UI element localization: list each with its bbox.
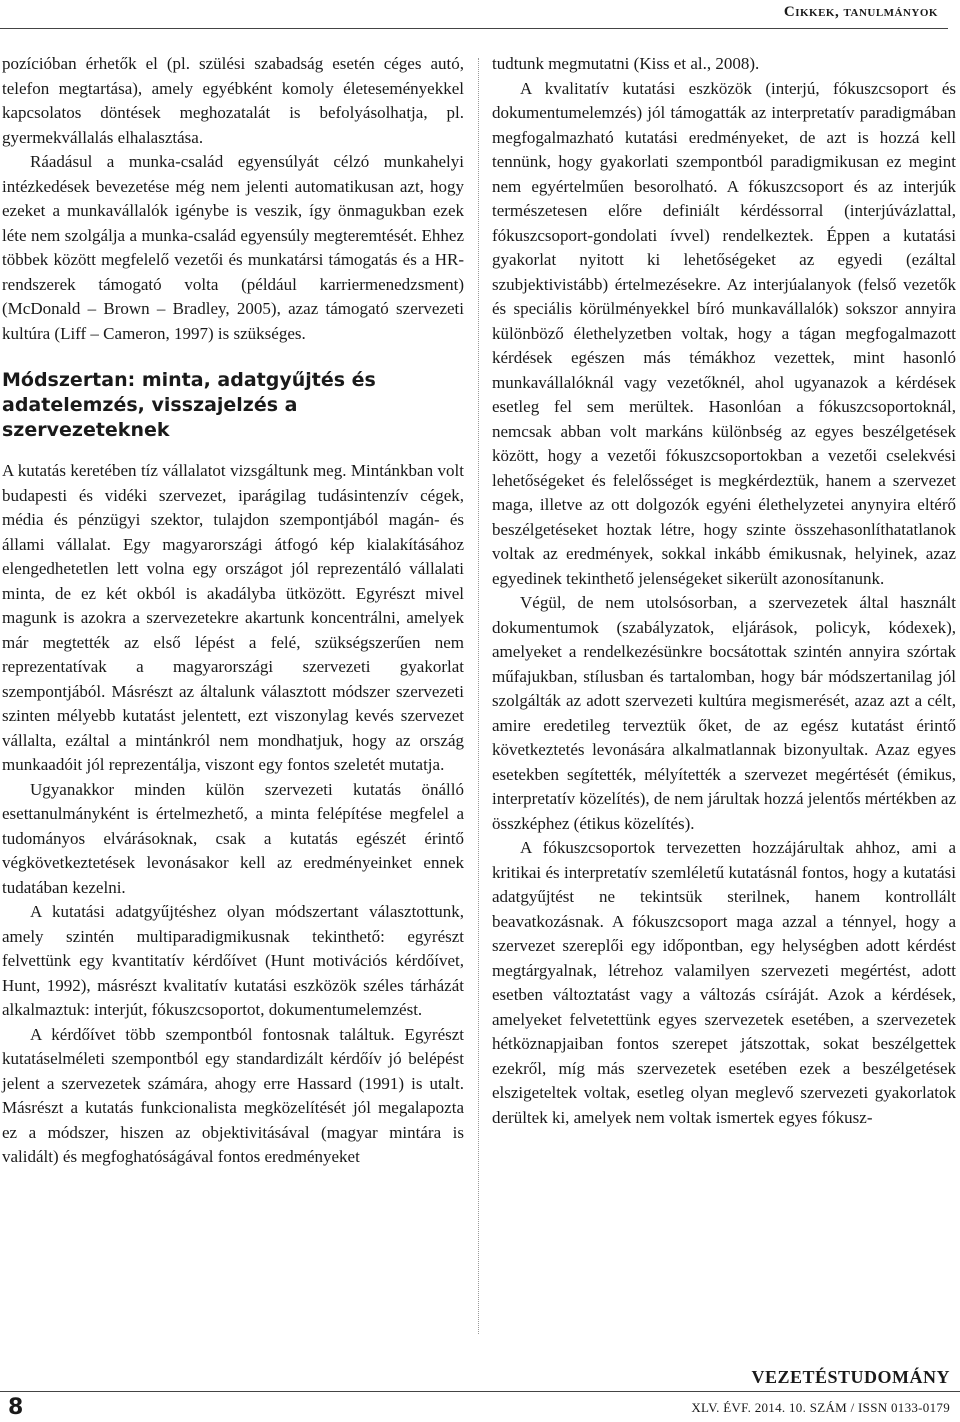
paragraph: A fókuszcsoportok tervezetten hozzájárultak ahhoz, ami a kritikai és interpretatív szemléletű kutatásnál fontos, hogy a kutatási adatgyűjtést ne tekintsük sterilnek, hanem kontrollált beavatkozásnak. A fókuszcsoport maga azzal a ténnyel, hogy a szervezet szereplői egy időpontban, egy helységben adott kérdést megtárgyalnak, létrehoz valamilyen szervezeti megértést, adott esetben változtatást vagy a változás csíráját. Azok a kérdések, amelyeket felvetettünk egyes szervezetek esetében, a szervezetek hétköznapjaiban fontos szerepet játszottak, sokat beszélgettek ezekről, míg más szervezetek esetében ezek a beszélgetések elszigeteltek voltak, esetleg olyan meglevő szervezeti gyakorlatok derültek ki, amelyek nem voltak ismertek egyes fókusz- bbox=[492, 838, 956, 1127]
paragraph: tudtunk megmutatni (Kiss et al., 2008). bbox=[492, 54, 760, 73]
page-number: 8 bbox=[8, 1395, 24, 1420]
left-column bbox=[2, 52, 464, 1170]
paragraph: pozícióban érhetők el (pl. szülési szabadság esetén céges autó, telefon megtartása), amely egyébként komoly életeseményekkel kapcsolatos döntések meghozatalát is befolyásolhatja, pl. gyermekvállalás elhalasztása. bbox=[2, 54, 464, 147]
page-footer bbox=[0, 1332, 960, 1422]
paragraph: A kvalitatív kutatási eszközök (interjú, fókuszcsoport és dokumentumelemzés) jól támogatták az interpretatív paradigmában megfogalmazható kutatási eredményeket, de azt is hozzá kell tennünk, hogy gyakorlati szempontból paradigmikusan ez megint nem egyértelműen besorolható. A fókuszcsoport és az interjúk természetesen előre definiált kérdéssorral (interjúvázlattal, fókuszcsoport-gondolati ívvel) rendelkeztek. Éppen a kutatási gyakorlat nyitott ki lehetőségeket az egyedi (ezáltal szubjektivistább) értelmezésekre. Az interjúalanyok (felső vezetők és speciális körülményekkel bíró munkavállalók) sokszor annyira különböző élethelyzetben voltak, hogy a tágan megfogalmazott kérdések egészen más témákhoz vezettek, mint hasonló munkavállalóknál vagy vezetőknél, ahol ugyanazok a kérdések esetleg fel sem merültek. Hasonlóan a fókuszcsoportoknál, nemcsak abban volt markáns különbség az egyes beszélgetések között, hogy a vezetői fókuszcsoportokban a vezetői cselekvési lehetőségeket és felelősséget is megkérdeztük, hanem a szervezet maga, illetve az ott dolgozók egyéni élethelyzetei anynyira eltérő beszélgetéseket hoztak létre, hogy szinte összehasonlíthatatlanok voltak az eredmények, sokkal inkább émikusnak, helyinek, azaz egyedinek tekinthető jelenségeket sikerült azonosítanunk. bbox=[492, 78, 956, 588]
paragraph: Ugyanakkor minden külön szervezeti kutatás önálló esettanulmányként is értelmezhető, a minta felépítése megfelel a tudományos elvárásoknak, csak a kutatás egészét érintő végkövetkeztetések levonásakor kell az eredményeinket ennek tudatában kezelni. bbox=[2, 779, 464, 897]
paragraph: Ráadásul a munka-család egyensúlyát célzó munkahelyi intézkedések bevezetése még nem jelenti automatikusan azt, hogy ezeket a munkavállalók igénybe is veszik, így önmagukban ezek léte nem szolgálja a munka-család egyensúly megteremtését. Ehhez többek között megfelelő vezetői és munkatársi támogatás és a HR-rendszerek támogató volta (például karriermenedzsment) (McDonald – Brown – Bradley, 2005), azaz támogató szervezeti kultúra (Liff – Cameron, 1997) is szükséges. bbox=[2, 152, 464, 343]
paragraph: A kutatás keretében tíz vállalatot vizsgáltunk meg. Mintánkban volt budapesti és vidéki szervezet, iparágilag tudásintenzív cégek, média és pénzügyi szektor, tulajdon szempontjából magán- és állami vállalat. Egy magyarországi átfogó kép kialakításához elengedhetetlen lett volna egy országot jól reprezentáló vállalati minta, de ez két okból is akadályba ütközött. Egyrészt mivel magunk is azokra a szervezetekre akartunk koncentrálni, amelyek már megtették az első lépést a felé, szükségszerűen nem reprezentatívak a magyarországi szervezeti gyakorlat szempontjából. Másrészt az általunk választott módszer szervezeti szinten mélyebb kutatást jelentett, ezt viszonylag kevés szervezet vállalta, ezáltal a mintánkról nem mondhatjuk, hogy az ország munkaadóit jól reprezentálja, viszont egy fontos szeletét mutatja. bbox=[2, 461, 464, 774]
footer-rule bbox=[0, 1391, 960, 1392]
journal-name: VEZETÉSTUDOMÁNY bbox=[751, 1367, 950, 1387]
right-column bbox=[492, 52, 956, 1130]
paragraph: A kérdőívet több szempontból fontosnak találtuk. Egyrészt kutatáselméleti szempontból egy standardizált kérdőív jó belépést jelent a szervezetek számára, ahogy erre Hassard (1991) is utalt. Másrészt a kutatás funkcionalista megközelítését jól megalapozta ez a módszer, hiszen az objektivitásával (magyar mintára is validált) és megfoghatóságával fontos eredményeket bbox=[2, 1024, 464, 1166]
page-header bbox=[0, 0, 960, 30]
column-divider bbox=[478, 58, 479, 1334]
paragraph: Végül, de nem utolsósorban, a szervezetek által használt dokumentumok (szabályzatok, eljárások, policyk, kódexek), amelyeket a rendelkezésünkre bocsátottak szintén annyira szórtak műfajukban, stílusban és tartalomban, hogy bár módszertanilag jól szolgálták az adott szervezeti kultúra megismerését, azaz azt a célt, amire eredetileg terveztük őket, de az egész kutatást érintő következtetés levonására alkalmatlannak bizonyultak. Azaz egyes esetekben segítették, mélyítették a szervezet megértését (émikus, interpretatív közelítés), de nem járultak hozzá jelentős mértékben az összképhez (étikus közelítés). bbox=[492, 593, 956, 833]
journal-issue: XLV. ÉVF. 2014. 10. SZÁM / ISSN 0133-0179 bbox=[691, 1400, 950, 1415]
section-heading: Módszertan: minta, adatgyűjtés és adatelemzés, visszajelzés a szervezeteknek bbox=[2, 369, 376, 441]
section-title: Cikkek, tanulmányok bbox=[783, 4, 938, 20]
paragraph: A kutatási adatgyűjtéshez olyan módszertant választottunk, amely szintén multiparadigmikusnak tekinthető: egyrészt felvettünk egy kvantitatív kérdőívet (Hunt motivációs kérdőívet, Hunt, 1992), másrészt kvalitatív kutatási eszközök széles tárházát alkalmaztuk: interjút, fókuszcsoportot, dokumentumelemzést. bbox=[2, 902, 464, 1019]
header-rule bbox=[0, 28, 948, 29]
